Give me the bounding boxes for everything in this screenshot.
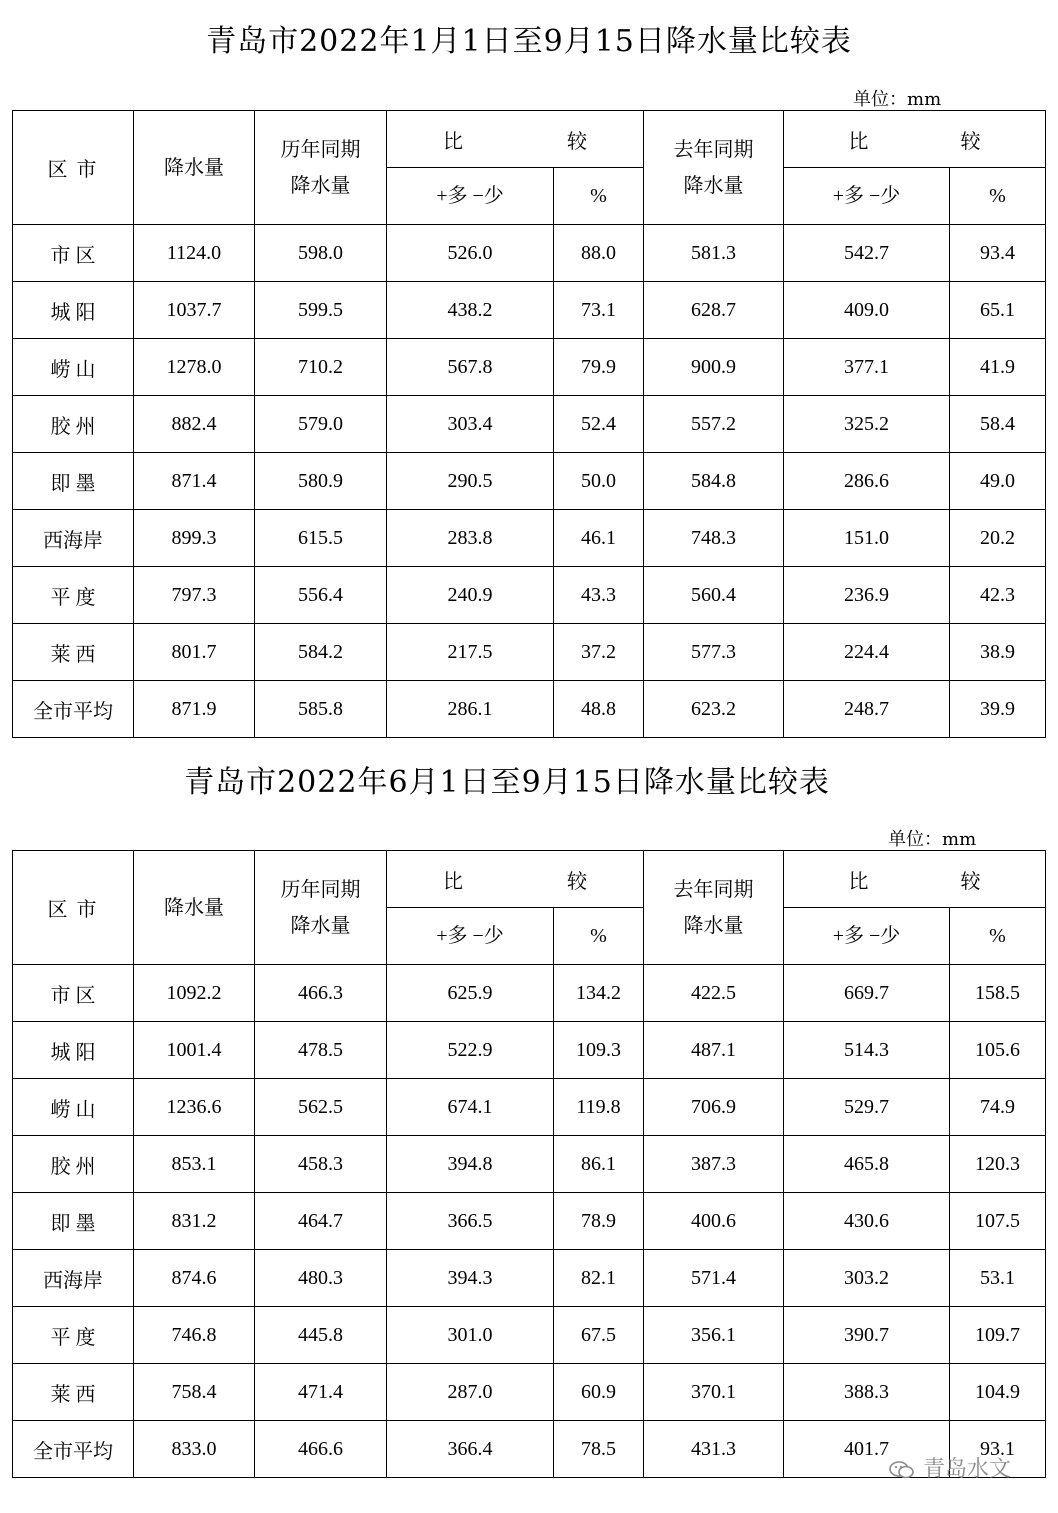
table2 bbox=[12, 850, 1046, 1478]
cell-pct-historical: 86.1 bbox=[554, 1136, 644, 1193]
cell-region: 平 度 bbox=[13, 1307, 134, 1364]
cell-pct-last-year: 158.5 bbox=[950, 965, 1046, 1022]
cell-pct-historical: 60.9 bbox=[554, 1364, 644, 1421]
cell-historical: 471.4 bbox=[255, 1364, 387, 1421]
cell-historical: 466.6 bbox=[255, 1421, 387, 1478]
cell-last-year: 623.2 bbox=[644, 681, 784, 738]
cell-historical: 480.3 bbox=[255, 1250, 387, 1307]
cell-last-year: 581.3 bbox=[644, 225, 784, 282]
cell-pct-historical: 79.9 bbox=[554, 339, 644, 396]
cell-rainfall: 871.4 bbox=[134, 453, 255, 510]
cell-historical: 599.5 bbox=[255, 282, 387, 339]
table-row bbox=[13, 1022, 1046, 1079]
header-pct: % bbox=[554, 908, 644, 965]
header-pct: % bbox=[950, 168, 1046, 225]
cell-last-year: 706.9 bbox=[644, 1079, 784, 1136]
cell-last-year: 628.7 bbox=[644, 282, 784, 339]
cell-rainfall: 746.8 bbox=[134, 1307, 255, 1364]
cell-pct-historical: 134.2 bbox=[554, 965, 644, 1022]
table-row bbox=[13, 396, 1046, 453]
cell-diff-historical: 394.3 bbox=[387, 1250, 554, 1307]
cell-diff-historical: 301.0 bbox=[387, 1307, 554, 1364]
cell-pct-last-year: 109.7 bbox=[950, 1307, 1046, 1364]
cell-last-year: 560.4 bbox=[644, 567, 784, 624]
cell-pct-historical: 78.9 bbox=[554, 1193, 644, 1250]
cell-diff-historical: 217.5 bbox=[387, 624, 554, 681]
cell-last-year: 571.4 bbox=[644, 1250, 784, 1307]
header-compare-right: 较 bbox=[960, 870, 981, 893]
cell-pct-historical: 48.8 bbox=[554, 681, 644, 738]
header-diff: +多 −少 bbox=[387, 168, 554, 225]
cell-diff-last-year: 377.1 bbox=[784, 339, 950, 396]
cell-pct-last-year: 65.1 bbox=[950, 282, 1046, 339]
cell-rainfall: 831.2 bbox=[134, 1193, 255, 1250]
cell-historical: 478.5 bbox=[255, 1022, 387, 1079]
cell-diff-last-year: 151.0 bbox=[784, 510, 950, 567]
cell-rainfall: 1001.4 bbox=[134, 1022, 255, 1079]
header-compare-left: 比 bbox=[848, 130, 869, 153]
table-row bbox=[13, 624, 1046, 681]
cell-historical: 585.8 bbox=[255, 681, 387, 738]
cell-historical: 458.3 bbox=[255, 1136, 387, 1193]
table-row bbox=[13, 1079, 1046, 1136]
header-compare-right: 较 bbox=[567, 870, 587, 893]
header-diff: +多 −少 bbox=[387, 908, 554, 965]
header-compare-left: 比 bbox=[443, 870, 463, 893]
header-last-year bbox=[644, 111, 784, 225]
table-row bbox=[13, 225, 1046, 282]
header-rainfall: 降水量 bbox=[134, 851, 255, 965]
cell-pct-historical: 88.0 bbox=[554, 225, 644, 282]
cell-rainfall: 871.9 bbox=[134, 681, 255, 738]
table1 bbox=[12, 110, 1046, 738]
cell-rainfall: 1278.0 bbox=[134, 339, 255, 396]
header-diff: +多 −少 bbox=[784, 908, 950, 965]
cell-diff-last-year: 248.7 bbox=[784, 681, 950, 738]
header-diff: +多 −少 bbox=[784, 168, 950, 225]
cell-pct-last-year: 39.9 bbox=[950, 681, 1046, 738]
table-row bbox=[13, 1307, 1046, 1364]
cell-pct-historical: 119.8 bbox=[554, 1079, 644, 1136]
cell-diff-last-year: 286.6 bbox=[784, 453, 950, 510]
cell-region: 城 阳 bbox=[13, 1022, 134, 1079]
cell-diff-historical: 625.9 bbox=[387, 965, 554, 1022]
header-historical-line2: 降水量 bbox=[290, 914, 351, 937]
header-rainfall: 降水量 bbox=[134, 111, 255, 225]
cell-diff-historical: 674.1 bbox=[387, 1079, 554, 1136]
header-last-year-line1: 去年同期 bbox=[673, 138, 754, 161]
cell-historical: 445.8 bbox=[255, 1307, 387, 1364]
cell-diff-historical: 286.1 bbox=[387, 681, 554, 738]
cell-diff-last-year: 401.7 bbox=[784, 1421, 950, 1478]
header-region: 区 市 bbox=[13, 111, 134, 225]
cell-last-year: 748.3 bbox=[644, 510, 784, 567]
table-row bbox=[13, 339, 1046, 396]
cell-historical: 466.3 bbox=[255, 965, 387, 1022]
cell-pct-historical: 73.1 bbox=[554, 282, 644, 339]
header-pct: % bbox=[950, 908, 1046, 965]
cell-region: 胶 州 bbox=[13, 1136, 134, 1193]
table-row bbox=[13, 1364, 1046, 1421]
cell-diff-last-year: 542.7 bbox=[784, 225, 950, 282]
header-historical bbox=[255, 111, 387, 225]
table1-unit: 单位：mm bbox=[853, 89, 942, 110]
cell-pct-historical: 46.1 bbox=[554, 510, 644, 567]
header-historical-line1: 历年同期 bbox=[280, 138, 361, 161]
cell-pct-last-year: 49.0 bbox=[950, 453, 1046, 510]
header-compare-right: 较 bbox=[960, 130, 981, 153]
cell-pct-last-year: 38.9 bbox=[950, 624, 1046, 681]
cell-last-year: 487.1 bbox=[644, 1022, 784, 1079]
cell-region: 莱 西 bbox=[13, 1364, 134, 1421]
cell-last-year: 387.3 bbox=[644, 1136, 784, 1193]
cell-diff-historical: 287.0 bbox=[387, 1364, 554, 1421]
cell-region: 莱 西 bbox=[13, 624, 134, 681]
cell-diff-historical: 303.4 bbox=[387, 396, 554, 453]
cell-pct-last-year: 93.1 bbox=[950, 1421, 1046, 1478]
cell-historical: 584.2 bbox=[255, 624, 387, 681]
cell-pct-last-year: 58.4 bbox=[950, 396, 1046, 453]
cell-diff-last-year: 465.8 bbox=[784, 1136, 950, 1193]
cell-last-year: 577.3 bbox=[644, 624, 784, 681]
header-last-year-line1: 去年同期 bbox=[673, 878, 754, 901]
cell-rainfall: 797.3 bbox=[134, 567, 255, 624]
table2-body bbox=[13, 965, 1046, 1478]
cell-diff-last-year: 514.3 bbox=[784, 1022, 950, 1079]
cell-diff-historical: 290.5 bbox=[387, 453, 554, 510]
cell-rainfall: 1124.0 bbox=[134, 225, 255, 282]
wechat-icon bbox=[888, 1460, 916, 1480]
header-compare-right: 较 bbox=[567, 130, 587, 153]
cell-pct-last-year: 74.9 bbox=[950, 1079, 1046, 1136]
cell-diff-last-year: 236.9 bbox=[784, 567, 950, 624]
cell-pct-last-year: 53.1 bbox=[950, 1250, 1046, 1307]
cell-region: 崂 山 bbox=[13, 339, 134, 396]
cell-diff-last-year: 388.3 bbox=[784, 1364, 950, 1421]
cell-pct-historical: 50.0 bbox=[554, 453, 644, 510]
cell-pct-last-year: 107.5 bbox=[950, 1193, 1046, 1250]
cell-pct-historical: 109.3 bbox=[554, 1022, 644, 1079]
cell-last-year: 422.5 bbox=[644, 965, 784, 1022]
cell-diff-last-year: 303.2 bbox=[784, 1250, 950, 1307]
cell-rainfall: 882.4 bbox=[134, 396, 255, 453]
cell-diff-historical: 567.8 bbox=[387, 339, 554, 396]
table1-title: 青岛市2022年1月1日至9月15日降水量比较表 bbox=[206, 24, 852, 59]
cell-diff-historical: 283.8 bbox=[387, 510, 554, 567]
table1-header-row-1 bbox=[13, 111, 1046, 168]
cell-diff-last-year: 409.0 bbox=[784, 282, 950, 339]
header-last-year bbox=[644, 851, 784, 965]
cell-diff-last-year: 669.7 bbox=[784, 965, 950, 1022]
cell-pct-last-year: 20.2 bbox=[950, 510, 1046, 567]
cell-diff-last-year: 390.7 bbox=[784, 1307, 950, 1364]
cell-region: 城 阳 bbox=[13, 282, 134, 339]
cell-last-year: 584.8 bbox=[644, 453, 784, 510]
cell-region: 全市平均 bbox=[13, 1421, 134, 1478]
cell-pct-historical: 37.2 bbox=[554, 624, 644, 681]
cell-rainfall: 758.4 bbox=[134, 1364, 255, 1421]
cell-diff-historical: 240.9 bbox=[387, 567, 554, 624]
cell-region: 即 墨 bbox=[13, 1193, 134, 1250]
cell-pct-last-year: 41.9 bbox=[950, 339, 1046, 396]
cell-region: 市 区 bbox=[13, 225, 134, 282]
table-row bbox=[13, 1193, 1046, 1250]
cell-historical: 562.5 bbox=[255, 1079, 387, 1136]
table2-title: 青岛市2022年6月1日至9月15日降水量比较表 bbox=[184, 765, 830, 800]
cell-rainfall: 1037.7 bbox=[134, 282, 255, 339]
watermark bbox=[888, 1452, 1011, 1483]
table-row bbox=[13, 681, 1046, 738]
cell-historical: 615.5 bbox=[255, 510, 387, 567]
cell-last-year: 370.1 bbox=[644, 1364, 784, 1421]
table-row bbox=[13, 453, 1046, 510]
cell-pct-last-year: 104.9 bbox=[950, 1364, 1046, 1421]
cell-last-year: 557.2 bbox=[644, 396, 784, 453]
cell-diff-historical: 438.2 bbox=[387, 282, 554, 339]
cell-pct-last-year: 120.3 bbox=[950, 1136, 1046, 1193]
cell-region: 西海岸 bbox=[13, 1250, 134, 1307]
header-historical-line1: 历年同期 bbox=[280, 878, 361, 901]
cell-region: 全市平均 bbox=[13, 681, 134, 738]
cell-rainfall: 853.1 bbox=[134, 1136, 255, 1193]
cell-diff-last-year: 325.2 bbox=[784, 396, 950, 453]
cell-diff-last-year: 224.4 bbox=[784, 624, 950, 681]
table-row bbox=[13, 965, 1046, 1022]
header-compare-left: 比 bbox=[848, 870, 869, 893]
watermark-text: 青岛水文 bbox=[923, 1457, 1012, 1482]
header-last-year-line2: 降水量 bbox=[683, 914, 744, 937]
cell-rainfall: 899.3 bbox=[134, 510, 255, 567]
cell-region: 市 区 bbox=[13, 965, 134, 1022]
header-region: 区 市 bbox=[13, 851, 134, 965]
cell-diff-historical: 366.4 bbox=[387, 1421, 554, 1478]
cell-region: 崂 山 bbox=[13, 1079, 134, 1136]
table-row bbox=[13, 1136, 1046, 1193]
cell-pct-last-year: 105.6 bbox=[950, 1022, 1046, 1079]
cell-diff-historical: 394.8 bbox=[387, 1136, 554, 1193]
cell-diff-historical: 522.9 bbox=[387, 1022, 554, 1079]
cell-rainfall: 1092.2 bbox=[134, 965, 255, 1022]
cell-pct-last-year: 93.4 bbox=[950, 225, 1046, 282]
header-pct: % bbox=[554, 168, 644, 225]
table-row bbox=[13, 1250, 1046, 1307]
cell-pct-historical: 82.1 bbox=[554, 1250, 644, 1307]
table2-header-row-1 bbox=[13, 851, 1046, 908]
cell-region: 西海岸 bbox=[13, 510, 134, 567]
cell-historical: 556.4 bbox=[255, 567, 387, 624]
cell-diff-historical: 366.5 bbox=[387, 1193, 554, 1250]
cell-pct-historical: 52.4 bbox=[554, 396, 644, 453]
cell-region: 平 度 bbox=[13, 567, 134, 624]
cell-rainfall: 833.0 bbox=[134, 1421, 255, 1478]
cell-diff-last-year: 430.6 bbox=[784, 1193, 950, 1250]
cell-last-year: 431.3 bbox=[644, 1421, 784, 1478]
cell-last-year: 900.9 bbox=[644, 339, 784, 396]
table-row bbox=[13, 567, 1046, 624]
cell-historical: 464.7 bbox=[255, 1193, 387, 1250]
cell-last-year: 400.6 bbox=[644, 1193, 784, 1250]
header-compare-historical bbox=[387, 111, 644, 168]
cell-historical: 580.9 bbox=[255, 453, 387, 510]
cell-pct-last-year: 42.3 bbox=[950, 567, 1046, 624]
cell-last-year: 356.1 bbox=[644, 1307, 784, 1364]
header-compare-last-year bbox=[784, 111, 1046, 168]
table-row bbox=[13, 510, 1046, 567]
header-historical-line2: 降水量 bbox=[290, 174, 351, 197]
cell-rainfall: 874.6 bbox=[134, 1250, 255, 1307]
header-historical bbox=[255, 851, 387, 965]
cell-historical: 579.0 bbox=[255, 396, 387, 453]
header-last-year-line2: 降水量 bbox=[683, 174, 744, 197]
cell-rainfall: 1236.6 bbox=[134, 1079, 255, 1136]
cell-rainfall: 801.7 bbox=[134, 624, 255, 681]
cell-diff-historical: 526.0 bbox=[387, 225, 554, 282]
cell-pct-historical: 67.5 bbox=[554, 1307, 644, 1364]
table-row bbox=[13, 282, 1046, 339]
cell-region: 胶 州 bbox=[13, 396, 134, 453]
cell-region: 即 墨 bbox=[13, 453, 134, 510]
cell-historical: 598.0 bbox=[255, 225, 387, 282]
cell-historical: 710.2 bbox=[255, 339, 387, 396]
cell-pct-historical: 43.3 bbox=[554, 567, 644, 624]
table1-body bbox=[13, 225, 1046, 738]
header-compare-left: 比 bbox=[443, 130, 463, 153]
header-compare-historical bbox=[387, 851, 644, 908]
table2-unit: 单位：mm bbox=[888, 829, 977, 850]
cell-pct-historical: 78.5 bbox=[554, 1421, 644, 1478]
cell-diff-last-year: 529.7 bbox=[784, 1079, 950, 1136]
header-compare-last-year bbox=[784, 851, 1046, 908]
